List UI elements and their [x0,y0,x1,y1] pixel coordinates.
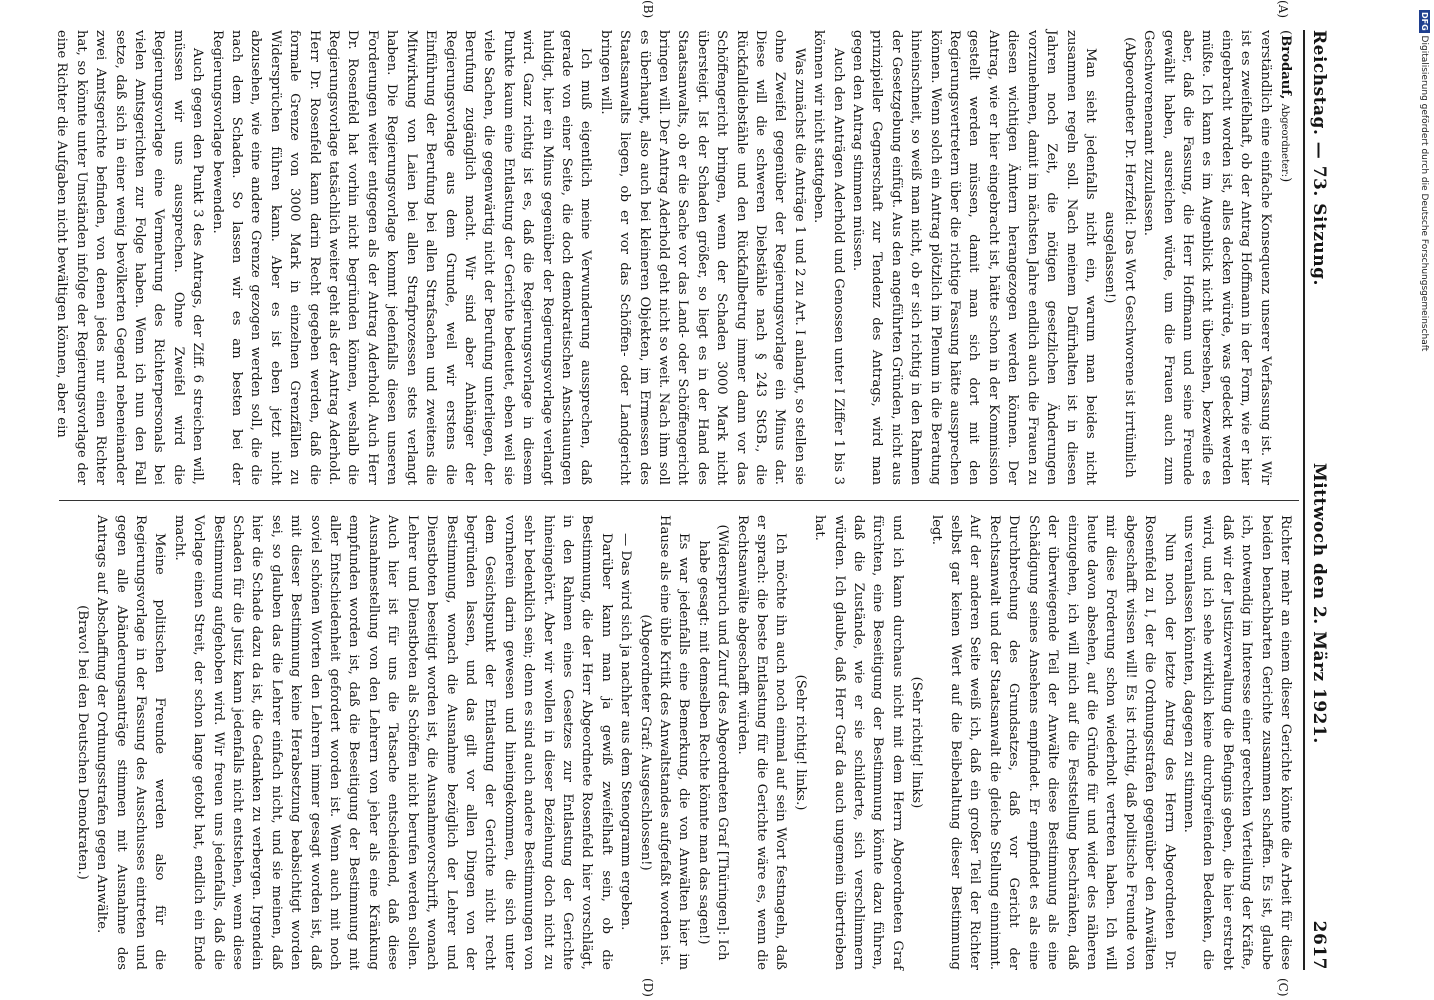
digitization-note-text: Digitalisierung gefördert durch die Deutsche Forschungsgemeinschaft [1419,35,1429,352]
page-header [1309,30,1335,970]
margin-marker-d: (D) [641,978,655,997]
margin-marker-b: (B) [641,0,655,19]
interjection: (Abgeordneter Graf: Ausgeschlossen!) [637,614,653,871]
speaker-name: Brodauf, [1278,35,1293,100]
paragraph: Auch den Anträgen Aderhold und Genossen unter I Ziffer 1 bis 3 können wir nicht stattgeben. [811,30,846,485]
paragraph: Darüber kann man ja gewiß zweifelhaft sein, ob die Bestimmung, die der Herr Abgeordnete Rosenfeld hier vorschlägt, in den Rahmen eines Gesetzes zur Entlastung der Gerichte hineingehört. Aber wir wollen in dieser Beziehung doch nicht zu sehr bedenklich sein; denn es sind auch andere Bestimmungen von vornherein darin gewesen und hineingekommen, die sich unter dem Gesichtspunkt der Entlastung der Gerichte nicht recht begründen lassen, und das gilt vor allen Dingen von der Bestimmung, wonach die Ausnahme bezüglich der Lehrer und Dienstboten beseitigt worden ist, die Ausnahmevorschrift, wonach Lehrer und Dienstboten als Schöffen nicht berufen werden sollen. Auch hier ist für uns die Tatsache entscheidend, daß diese Ausnahmestellung von den Lehrern von jeher als eine Kränkung empfunden worden ist, daß die Beseitigung der Bestimmung mit aller Entschiedenheit gefordert worden ist. Wenn auch mit noch soviel schönen Worten den Lehrern immer gesagt worden ist, daß mit dieser Bestimmung keine Herabsetzung beabsichtigt worden sei, so glauben das die Lehrer einfach nicht, und sie meinen, daß hier die Schade dazu da ist, die Gedanken zu verbergen. Irgendein Schaden für die Justiz kann jedenfalls nicht entstehen, wenn diese Bestimmung aufgehoben wird. Wir freuen uns jedenfalls, daß die Vorlage einen Streit, der schon lange getobt hat, endlich ein Ende macht. [171,515,614,970]
page-number: 2617 [1309,920,1329,970]
interjection: (Abgeordneter Dr. Herzfeld: Das Wort Geschworene ist irrtümlich ausgelassen!) [1102,37,1137,478]
dfg-logo: DFG [1420,12,1429,31]
interjection: (Widerspruch und Zuruf des Abgeordneten Graf [Thüringen]: Ich habe gesagt: mit demselben Rechte könnte man das sagen!) [695,524,731,961]
right-column [60,515,1295,970]
paragraph: Man sieht jedenfalls nicht ein, warum man beides nicht zusammen regeln soll. Nach meinem Dafürhalten ist in diesen Jahren noch Zeit, die nötigen gesetzlichen Änderungen vorzunehmen, damit im nächsten Jahre endlich auch die Frauen zu diesen wichtigen Ämtern herangezogen werden können. Der Antrag, wie er hier eingebracht ist, hätte schon in der Kommission gestellt werden müssen, damit man sich dort mit den Regierungsvertretern über die richtige Fassung hätte aussprechen können. Wenn solch ein Antrag plötzlich im Plenum in die Beratung hineinschneit, so weiß man nicht, ob er sich richtig in den Rahmen der Gesetzgebung einfügt. Aus den angeführten Gründen, nicht aus prinzipieller Gegnerschaft zur Tendenz des Antrags, wird man gegen den Antrag stimmen müssen. [850,30,1098,485]
margin-marker-a: (A) [1276,0,1290,19]
paragraph: Ich muß eigentlich meine Verwunderung aussprechen, daß gerade von einer Seite, die doch demokratischen Anschauungen huldigt, hier ein Minus gegenüber der Regierungsvorlage verlangt wird. Ganz richtig ist es, daß die Regierungsvorlage in diesem Punkte kaum eine Entlastung der Gerichte bedeutet, eben weil sie viele Sachen, die gegenwärtig nicht der Berufung unterliegen, der Berufung zugänglich macht. Wir sind aber Anhänger der Regierungsvorlage aus dem Grunde, weil wir erstens die Einführung der Berufung bei allen Strafsachen und zweitens die Mitwirkung von Laien bei allen Strafprozessen stets verlangt haben. Die Regierungsvorlage kommt jedenfalls diesen unseren Forderungen weiter entgegen als der Antrag Aderhold. Auch Herr Dr. Rosenfeld hat vorhin nicht begründen können, weshalb die Regierungsvorlage tatsächlich weiter geht als der Antrag Aderhold. Herr Dr. Rosenfeld kann darin Recht gegeben werden, daß die formale Grenze von 3000 Mark in einzelnen Grenzfällen zu Widersprüchen führen kann. Aber es ist eben jetzt nicht abzusehen, wie eine andere Grenze gezogen werden soll, die die nach dem Schaden. So lassen wir es am besten bei der Regierungsvorlage bewenden. [209,30,594,485]
digitization-note [1419,10,1430,351]
paragraph: Es war jedenfalls eine Bemerkung, die von Anwälten hier im Hause als eine üble Kritik des Anwaltstandes aufgefaßt worden ist. [657,515,692,970]
margin-marker-c: (C) [1276,978,1290,997]
scanned-page [54,0,1335,997]
header-rule [1303,30,1305,970]
paragraph: und ich kann durchaus nicht mit dem Herrn Abgeordneten Graf fürchten, eine Beseitigung der Bestimmung könnte dazu führen, daß die Zustände, wie er sie schilderte, sich verschlimmern würden. Ich glaube, daß Herr Graf da auch ungemein übertrieben hat. [812,515,905,970]
left-column [54,30,1295,485]
column-divider [59,500,1299,501]
page-content-rotated [54,0,1335,997]
header-left: Reichstag. — 73. Sitzung. [1309,30,1329,286]
interjection: (Bravo! bei den Deutschen Demokraten.) [74,605,90,880]
speaker-role: Abgeordneter: [1279,103,1290,178]
paragraph: verständlich eine einfache Konsequenz unserer Verfassung ist. Wir ist es zweifelhaft, ob der Antrag Hoffmann in der Form, wie er hier eingebracht worden ist, alles decken würde, was gedeckt werden müßte. Ich kann es im Augenblick nicht übersehen, bezweifle es aber, daß die Fassung, die Herr Hoffmann und seine Freunde gewählt haben, ausreichen würde, um die Frauen auch zum Geschworenenamt zuzulassen. [1141,30,1273,485]
header-center: Mittwoch den 2. März 1921. [1309,462,1329,744]
paragraph: Ich möchte ihn auch noch einmal auf sein Wort festnageln, daß er sprach: die beste Entlastung für die Gerichte wäre es, wenn die Rechtsanwälte abgeschafft würden. [734,515,789,970]
paragraph: Meine politischen Freunde werden also für die Regierungsvorlage in der Fassung des Ausschusses eintreten und gegen alle Abänderungsanträge stimmen mit Ausnahme des Antrags auf Abschaffung der Ordnungsstrafen gegen Anwälte. [94,515,168,970]
interjection: (Sehr richtig! links) [909,676,925,809]
paragraph: Nun noch der letzte Antrag des Herrn Abgeordneten Dr. Rosenfeld zu I, der die Ordnungsstrafen gegenüber den Anwälten abgeschafft wissen will! Es ist richtig, daß politische Freunde von mir diese Forderung schon wiederholt vertreten haben. Ich will heute davon absehen, auf die Gründe für und wider des näheren einzugehen, ich will mich auf die Feststellung beschränken, daß der überwiegende Teil der Anwälte diese Bestimmung als eine Schädigung seines Ansehens empfindet. Er empfindet es als eine Durchbrechung des Grundsatzes, daß vor Gericht der Rechtsanwalt und der Staatsanwalt die gleiche Stellung einnimmt. Auf der anderen Seite weiß ich, daß ein großer Teil der Richter selbst gar keinen Wert auf die Beibehaltung dieser Bestimmung legt. [928,515,1177,970]
paragraph: Was zunächst die Anträge 1 und 2 zu Art. I anlangt, so stellen sie ohne Zweifel gegenüber der Regierungsvorlage ein Minus dar. Diese will die schweren Diebstähle nach § 243 StGB., die Rückfalldiebstähle und den Rückfallbetrug immer dann vor das Schöffengericht bringen, wenn der Schaden 3000 Mark nicht übersteigt. Ist der Schaden größer, so liegt es in der Hand des Staatsanwalts, ob er die Sache vor das Land- oder Schöffengericht bringen will. Der Antrag Aderhold geht nicht so weit. Nach ihm soll es überhaupt, also auch bei kleineren Objekten, im Ermessen des Staatsanwalts liegen, ob er vor das Schöffen- oder Landgericht bringen will. [597,30,807,485]
paragraph: Auch gegen den Punkt 3 des Antrags, der Ziff. 6 streichen will, müssen wir uns aussprechen. Ohne Zweifel wird die Regierungsvorlage eine Vermehrung des Richterpersonals bei vielen Amtsgerichten zur Folge haben. Wenn ich nun den Fall setze, daß sich in einer wenig bevölkerten Gegend nebeneinander zwei Amtsgerichte befinden, von denen jedes nur einen Richter hat, so könnte unter Umständen infolge der Regierungsvorlage der eine Richter die Aufgaben nicht bewältigen können, aber ein [54,30,206,485]
interjection: (Sehr richtig! links.) [792,674,808,811]
paragraph: Richter mehr an einem dieser Gerichte könnte die Arbeit für diese beiden benachbarten Gerichte zusammen schaffen. Es ist, glaube ich, notwendig im Interesse einer gerechten Verteilung der Kräfte, daß wir der Justizverwaltung die Befugnis geben, die hier erstrebt wird, und ich sehe wirklich keine durchgreifenden Bedenken, die uns veranlassen könnten, dagegen zu stimmen. [1180,515,1293,970]
paragraph: — Das wird sich ja nachher aus dem Stenogramm ergeben. [618,533,634,931]
speaker-line: (Brodauf, Abgeordneter:) [1278,30,1293,183]
